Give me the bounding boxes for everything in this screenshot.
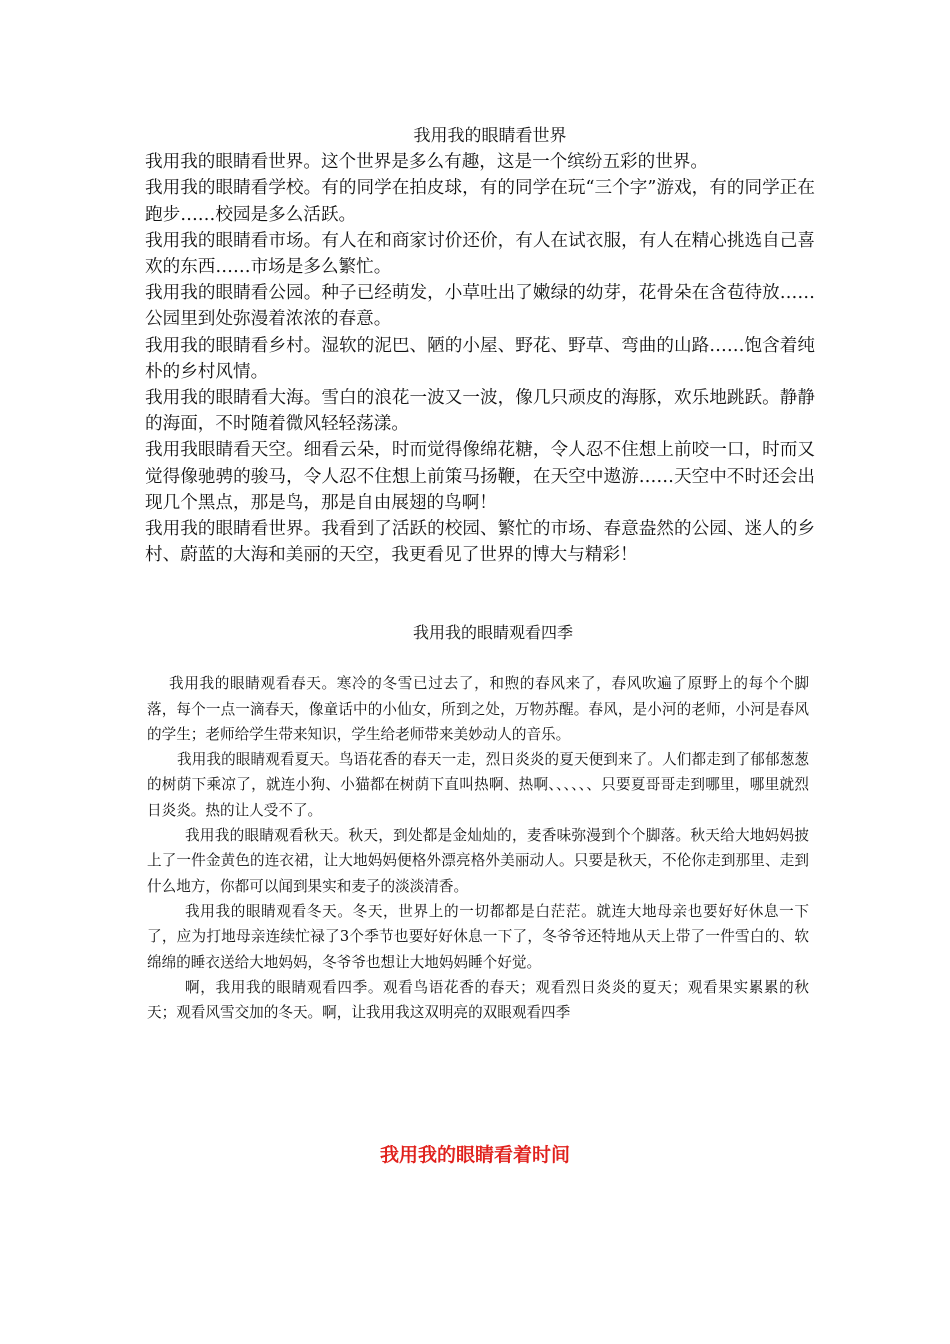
essay-see-the-world bbox=[145, 123, 815, 568]
essay-title-time: 我用我的眼睛看着时间 bbox=[379, 1144, 570, 1166]
paragraph: 我用我的眼睛看市场。有人在和商家讨价还价，有人在试衣服，有人在精心挑选自己喜欢的东西……市场是多么繁忙。 bbox=[145, 230, 815, 278]
paragraph-conclusion: 啊，我用我的眼睛观看四季。观看鸟语花香的春天；观看烈日炎炎的夏天；观看果实累累的秋天；观看风雪交加的冬天。啊，让我用我这双明亮的双眼观看四季 bbox=[147, 978, 809, 1022]
paragraph: 我用我的眼睛看世界。我看到了活跃的校园、繁忙的市场、春意盎然的公园、迷人的乡村、蔚蓝的大海和美丽的天空，我更看见了世界的博大与精彩！ bbox=[145, 519, 815, 566]
essay-title: 我用我的眼睛观看四季 bbox=[412, 623, 573, 642]
paragraph: 我用我的眼睛看乡村。湿软的泥巴、陋的小屋、野花、野草、弯曲的山路……饱含着纯朴的乡村风情。 bbox=[145, 335, 815, 382]
paragraph: 我用我的眼睛看世界。这个世界是多么有趣，这是一个缤纷五彩的世界。 bbox=[145, 152, 709, 173]
paragraph-autumn: 我用我的眼睛观看秋天。秋天，到处都是金灿灿的，麦香味弥漫到个个脚落。秋天给大地妈妈披上了一件金黄色的连衣裙，让大地妈妈便格外漂亮格外美丽动人。只要是秋天，不伦你走到那里、走到什么地方，你都可以闻到果实和麦子的淡淡清香。 bbox=[147, 827, 809, 895]
essay-title: 我用我的眼睛看世界 bbox=[413, 126, 567, 146]
paragraph: 我用我的眼睛看公园。种子已经萌发，小草吐出了嫩绿的幼芽，花骨朵在含苞待放……公园里到处弥漫着浓浓的春意。 bbox=[145, 283, 815, 330]
paragraph-winter: 我用我的眼睛观看冬天。冬天，世界上的一切都都是白茫茫。就连大地母亲也要好好休息一下了，应为打地母亲连续忙禄了3个季节也要好好休息一下了，冬爷爷还特地从天上带了一件雪白的、软绵绵的睡衣送给大地妈妈，冬爷爷也想让大地妈妈睡个好觉。 bbox=[147, 902, 809, 971]
essay-four-seasons bbox=[147, 620, 809, 1025]
paragraph: 我用我的眼睛看学校。有的同学在拍皮球，有的同学在玩“三个字”游戏，有的同学正在跑步……校园是多么活跃。 bbox=[145, 178, 815, 225]
paragraph: 我用我眼睛看天空。细看云朵，时而觉得像绵花糖，令人忍不住想上前咬一口，时而又觉得像驰骋的骏马，令人忍不住想上前策马扬鞭，在天空中遨游……天空中不时还会出现几个黑点，那是鸟，那是自由展翅的鸟啊！ bbox=[145, 440, 815, 513]
paragraph-spring: 我用我的眼睛观看春天。寒冷的冬雪已过去了，和煦的春风来了，春风吹遍了原野上的每个个脚落，每个一点一滴春天，像童话中的小仙女，所到之处，万物苏醒。春风，是小河的老师，小河是春风的学生；老师给学生带来知识，学生给老师带来美妙动人的音乐。 bbox=[147, 675, 809, 743]
paragraph-summer: 我用我的眼睛观看夏天。鸟语花香的春天一走，烈日炎炎的夏天便到来了。人们都走到了郁郁葱葱的树荫下乘凉了，就连小狗、小猫都在树荫下直叫热啊、热啊、、、、、、只要夏哥哥走到哪里，哪里就烈日炎炎。热的让人受不了。 bbox=[147, 751, 809, 819]
paragraph: 我用我的眼睛看大海。雪白的浪花一波又一波，像几只顽皮的海豚，欢乐地跳跃。静静的海面，不时随着微风轻轻荡漾。 bbox=[145, 388, 815, 435]
